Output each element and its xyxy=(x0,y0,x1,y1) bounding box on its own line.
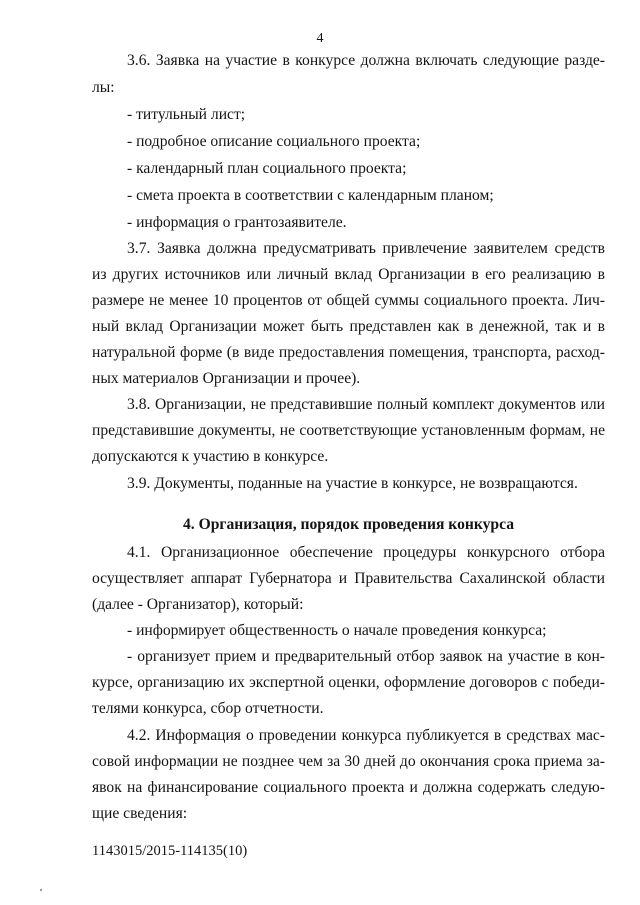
paragraph-3-9: 3.9. Документы, поданные на участие в конкурсе, не возвращаются. xyxy=(127,475,578,492)
document-code: 1143015/2015-114135(10) xyxy=(92,843,248,859)
paragraph-3-8-line: 3.8. Организации, не представившие полный комплект документов или xyxy=(127,396,605,413)
paragraph-4-2-line: 4.2. Информация о проведении конкурса публикуется в средствах мас- xyxy=(127,727,605,744)
paragraph-4-1-line: осуществляет аппарат Губернатора и Правительства Сахалинской области xyxy=(92,570,605,587)
paragraph-3-8-line: представившие документы, не соответствующие установленным формам, не xyxy=(92,422,605,439)
paragraph-3-7-line: ный вклад Организации может быть представлен как в денежной, так и в xyxy=(92,318,605,335)
list-item: - календарный план социального проекта; xyxy=(127,160,407,177)
list-item: - информирует общественность о начале проведения конкурса; xyxy=(127,622,547,639)
list-item: - информация о грантозаявителе. xyxy=(127,214,347,231)
paragraph-3-6-line-1: 3.6. Заявка на участие в конкурсе должна включать следующие разде- xyxy=(127,52,605,69)
paragraph-3-7-line: ных материалов Организации и прочее). xyxy=(92,370,361,387)
paragraph-4-1-line: (далее - Организатор), который: xyxy=(92,596,304,613)
paragraph-4-2-line: щие сведения: xyxy=(92,805,188,822)
paragraph-4-1-line: телями конкурса, сбор отчетности. xyxy=(92,700,324,717)
paragraph-3-8-line: допускаются к участию в конкурсе. xyxy=(92,448,329,465)
paragraph-3-7-line: размере не менее 10 процентов от общей суммы социального проекта. Лич- xyxy=(92,292,605,309)
paragraph-4-2-line: совой информации не позднее чем за 30 дней до окончания срока приема за- xyxy=(92,753,605,770)
section-4-heading: 4. Организация, порядок проведения конкурса xyxy=(183,516,514,533)
paragraph-3-7-line: натуральной форме (в виде предоставления помещения, транспорта, расход- xyxy=(92,344,605,361)
paragraph-3-6-line-2: лы: xyxy=(92,79,115,96)
paragraph-3-7-line: из других источников или личный вклад Организации в его реализацию в xyxy=(92,266,605,283)
paragraph-4-1-line: 4.1. Организационное обеспечение процедуры конкурсного отбора xyxy=(127,544,605,561)
list-item: - титульный лист; xyxy=(127,106,246,123)
list-item: - организует прием и предварительный отбор заявок на участие в кон- xyxy=(127,648,605,665)
scan-speck xyxy=(40,889,42,891)
paragraph-4-1-line: курсе, организацию их экспертной оценки, оформление договоров с победи- xyxy=(92,674,605,691)
paragraph-4-2-line: явок на финансирование социального проекта и должна содержать следую- xyxy=(92,779,605,796)
list-item: - подробное описание социального проекта; xyxy=(127,133,421,150)
paragraph-3-7-line: 3.7. Заявка должна предусматривать привлечение заявителем средств xyxy=(127,240,605,257)
page-number: 4 xyxy=(316,31,324,46)
list-item: - смета проекта в соответствии с календарным планом; xyxy=(127,187,494,204)
